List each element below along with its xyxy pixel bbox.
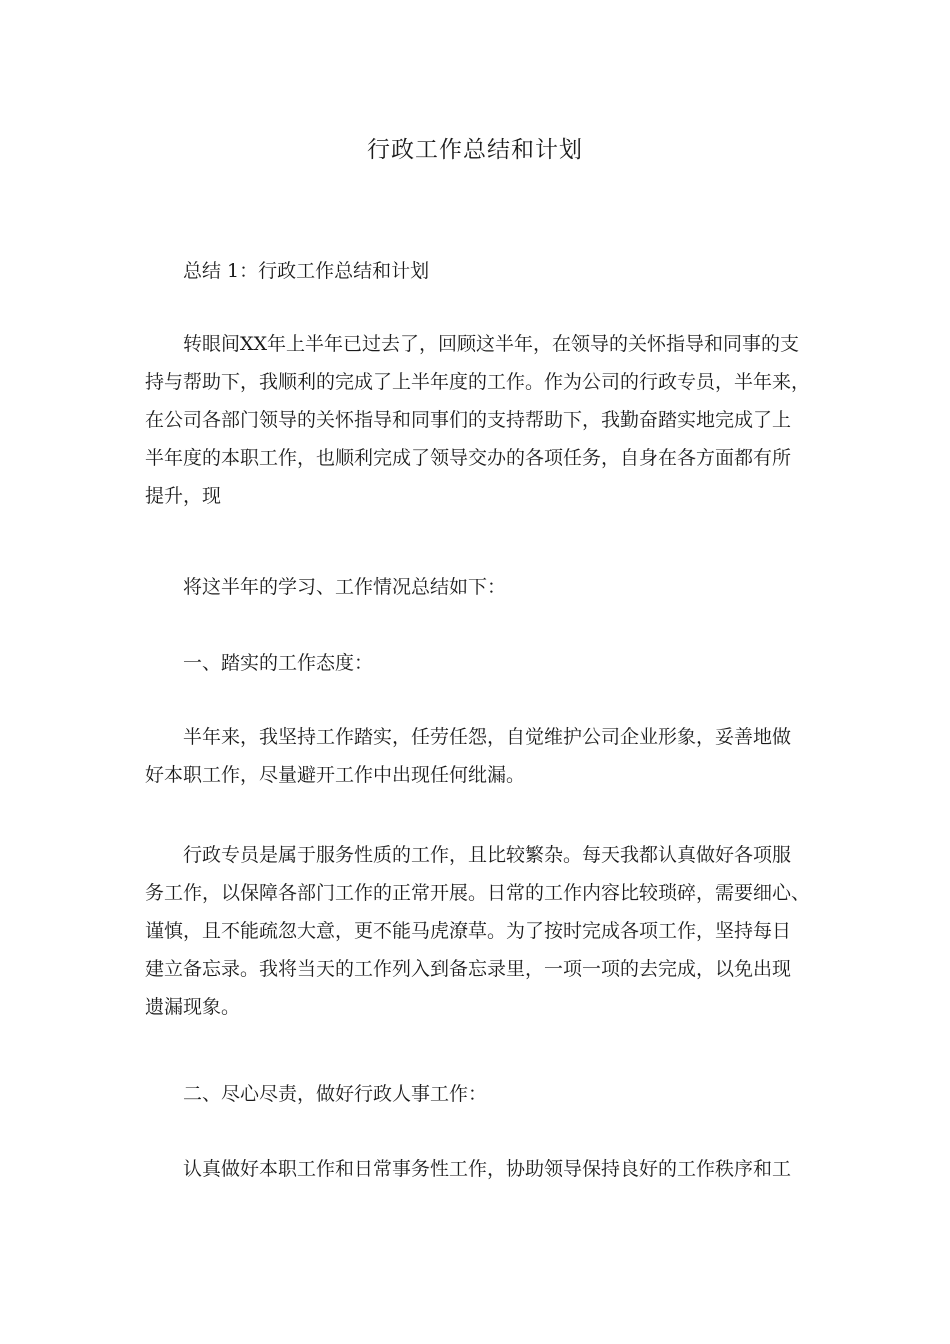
paragraph-line: 好本职工作，尽量避开工作中出现任何纰漏。 xyxy=(145,764,526,786)
section-1-paragraph-1 xyxy=(145,718,810,798)
paragraph-line: 务工作，以保障各部门工作的正常开展。日常的工作内容比较琐碎，需要细心、 xyxy=(145,882,811,904)
section-1-paragraph-2 xyxy=(145,836,810,1036)
intro-line: 在公司各部门领导的关怀指导和同事们的支持帮助下，我勤奋踏实地完成了上 xyxy=(145,409,792,431)
summary-heading: 总结 1：行政工作总结和计划 xyxy=(183,260,430,282)
intro-line: 提升，现 xyxy=(145,485,222,507)
paragraph-line: 认真做好本职工作和日常事务性工作，协助领导保持良好的工作秩序和工 xyxy=(183,1158,792,1180)
paragraph-line: 半年来，我坚持工作踏实，任劳任怨，自觉维护公司企业形象，妥善地做 xyxy=(183,726,792,748)
paragraph-line: 行政专员是属于服务性质的工作，且比较繁杂。每天我都认真做好各项服 xyxy=(183,844,792,866)
section-2-paragraph-1 xyxy=(145,1150,810,1188)
section-1-title: 一、踏实的工作态度： xyxy=(183,652,374,674)
paragraph-line: 谨慎，且不能疏忽大意，更不能马虎潦草。为了按时完成各项工作，坚持每日 xyxy=(145,920,792,942)
paragraph-line: 建立备忘录。我将当天的工作列入到备忘录里，一项一项的去完成，以免出现 xyxy=(145,958,792,980)
section-2-title: 二、尽心尽责，做好行政人事工作： xyxy=(183,1083,488,1105)
intro-paragraph xyxy=(145,325,810,525)
intro-line: 持与帮助下，我顺利的完成了上半年度的工作。作为公司的行政专员，半年来， xyxy=(145,371,811,393)
lead-paragraph: 将这半年的学习、工作情况总结如下： xyxy=(183,576,507,598)
document-title: 行政工作总结和计划 xyxy=(367,137,583,163)
intro-line: 转眼间XX年上半年已过去了，回顾这半年，在领导的关怀指导和同事的支 xyxy=(183,333,800,355)
intro-line: 半年度的本职工作，也顺利完成了领导交办的各项任务，自身在各方面都有所 xyxy=(145,447,792,469)
paragraph-line: 遗漏现象。 xyxy=(145,996,241,1018)
